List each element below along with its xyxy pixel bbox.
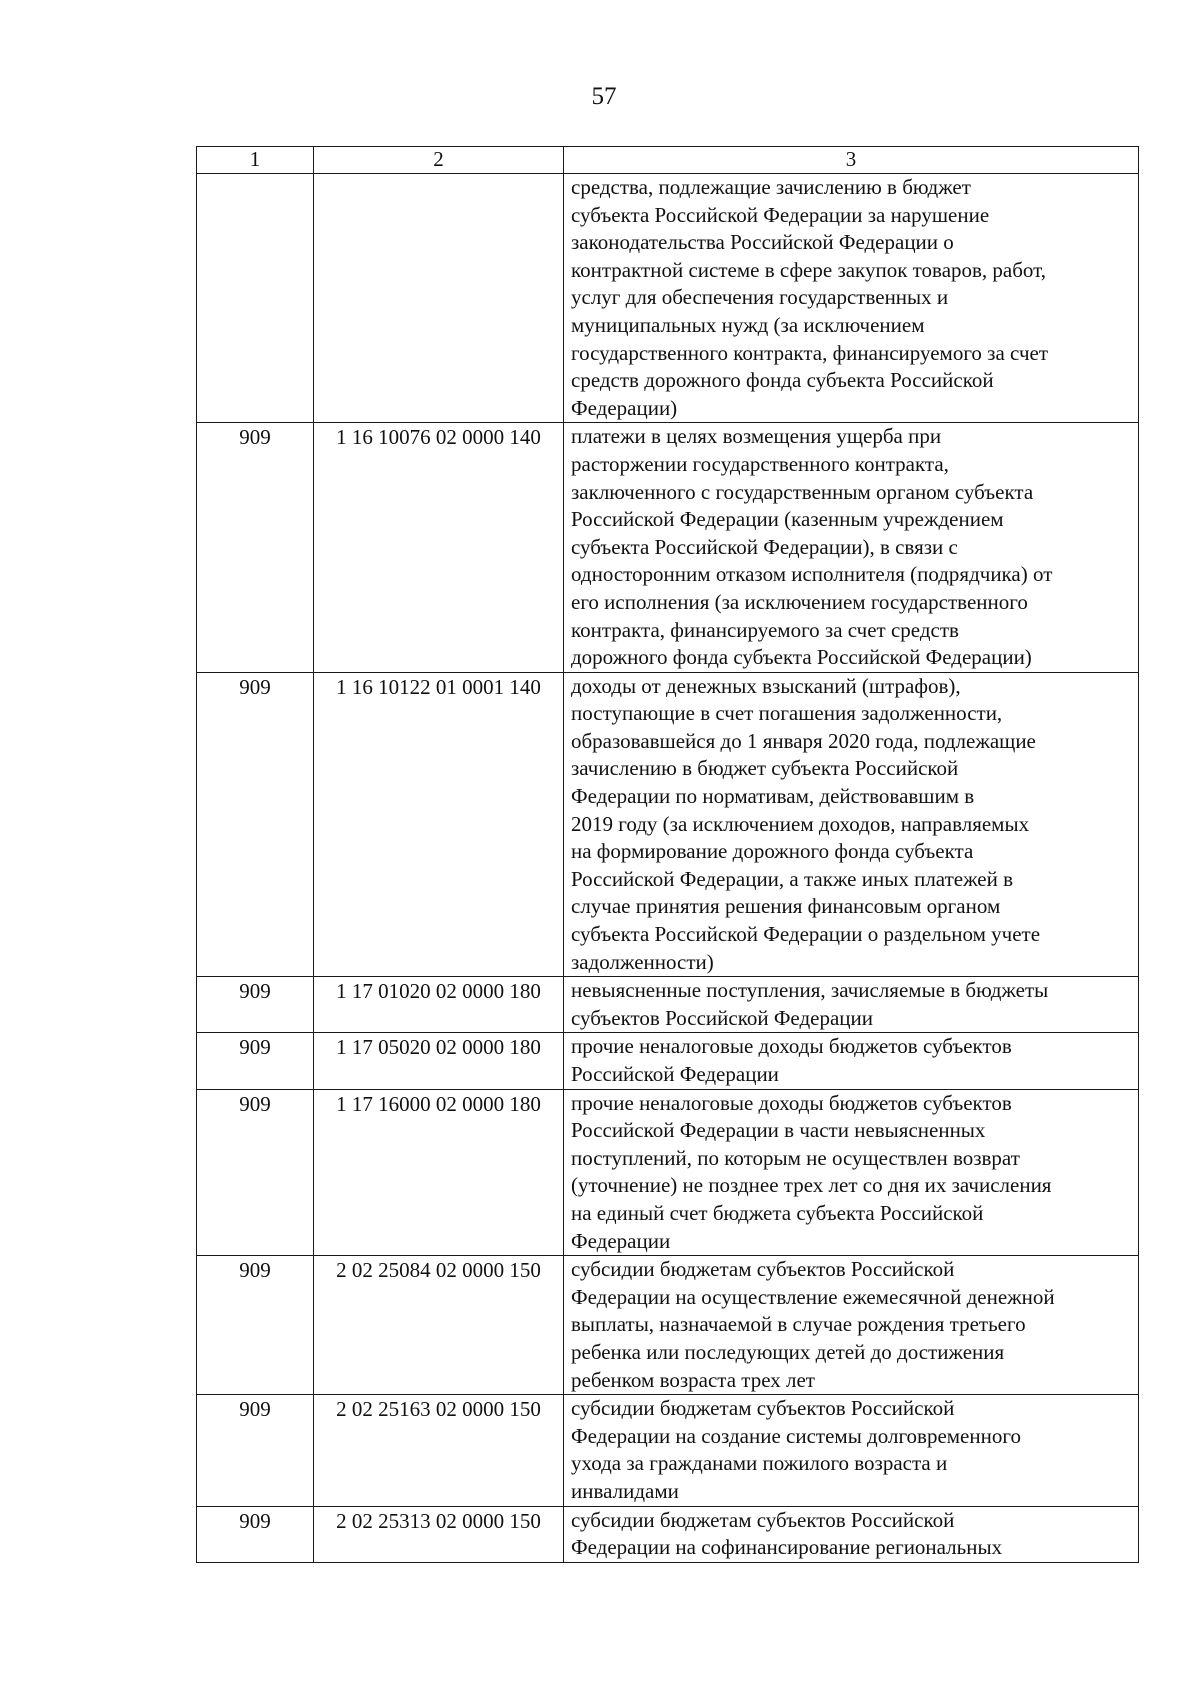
administrator-code-cell: 909 — [197, 1256, 314, 1395]
table-header-row — [197, 147, 1139, 174]
budget-classification-code-cell — [314, 174, 564, 423]
column-number-1: 1 — [197, 147, 314, 174]
administrator-code-cell: 909 — [197, 423, 314, 672]
description-line: услуг для обеспечения государственных и — [571, 285, 949, 310]
description-line: прочие неналоговые доходы бюджетов субъектов — [571, 1034, 1012, 1059]
description-line: невыясненные поступления, зачисляемые в бюджеты — [571, 978, 1049, 1003]
description-line: ребенком возраста трех лет — [571, 1367, 815, 1392]
budget-classification-code-cell: 1 16 10122 01 0001 140 — [314, 672, 564, 977]
revenue-description-cell — [564, 1395, 1139, 1506]
budget-classification-code-cell: 1 17 01020 02 0000 180 — [314, 977, 564, 1033]
description-line: контрактной системе в сфере закупок товаров, работ, — [571, 257, 1047, 282]
administrator-code-cell: 909 — [197, 1395, 314, 1506]
description-line: Федерации на софинансирование региональных — [571, 1535, 1003, 1560]
administrator-code-cell — [197, 174, 314, 423]
description-line: Федерации) — [571, 395, 678, 420]
description-line: Федерации по нормативам, действовавшим в — [571, 784, 975, 809]
administrator-code-cell: 909 — [197, 1033, 314, 1089]
description-line: дорожного фонда субъекта Российской Федерации) — [571, 645, 1032, 670]
description-line: Федерации — [571, 1228, 671, 1253]
administrator-code-cell: 909 — [197, 1089, 314, 1256]
description-line: образовавшейся до 1 января 2020 года, подлежащие — [571, 728, 1036, 753]
table-row — [197, 1089, 1139, 1256]
description-line: поступлений, по которым не осуществлен возврат — [571, 1145, 1020, 1170]
description-line: на единый счет бюджета субъекта Российской — [571, 1200, 984, 1225]
budget-classification-code-cell: 1 17 05020 02 0000 180 — [314, 1033, 564, 1089]
description-line: ухода за гражданами пожилого возраста и — [571, 1451, 948, 1476]
description-line: Российской Федерации (казенным учреждением — [571, 507, 1004, 532]
description-line: расторжении государственного контракта, — [571, 451, 949, 476]
budget-classification-table — [196, 146, 1139, 1563]
description-line: Российской Федерации — [571, 1062, 779, 1086]
description-line: ребенка или последующих детей до достижения — [571, 1339, 1005, 1364]
description-line: инвалидами — [571, 1478, 679, 1503]
description-line: 2019 году (за исключением доходов, направляемых — [571, 811, 1030, 836]
description-line: на формирование дорожного фонда субъекта — [571, 839, 974, 864]
administrator-code-cell: 909 — [197, 977, 314, 1033]
description-line: его исполнения (за исключением государственного — [571, 589, 1028, 614]
table-body — [197, 147, 1139, 1563]
description-line: доходы от денежных взысканий (штрафов), — [571, 673, 961, 698]
description-line: субсидии бюджетам субъектов Российской — [571, 1507, 955, 1532]
table-row — [197, 1033, 1139, 1089]
description-line: зачислению в бюджет субъекта Российской — [571, 756, 959, 781]
description-line: субсидии бюджетам субъектов Российской — [571, 1396, 955, 1421]
description-line: средства, подлежащие зачислению в бюджет — [571, 175, 971, 199]
table-row — [197, 672, 1139, 977]
description-line: государственного контракта, финансируемого за счет — [571, 340, 1049, 365]
description-line: случае принятия решения финансовым органом — [571, 894, 1001, 919]
description-line: субъекта Российской Федерации за нарушение — [571, 202, 990, 227]
description-line: прочие неналоговые доходы бюджетов субъектов — [571, 1090, 1012, 1115]
revenue-description-cell — [564, 174, 1139, 423]
description-line: Федерации на создание системы долговременного — [571, 1423, 1021, 1448]
description-line: законодательства Российской Федерации о — [571, 230, 954, 255]
revenue-description-cell — [564, 423, 1139, 672]
description-line: платежи в целях возмещения ущерба при — [571, 424, 942, 449]
column-number-2: 2 — [314, 147, 564, 174]
description-line: субъекта Российской Федерации о раздельном учете — [571, 922, 1041, 947]
description-line: поступающие в счет погашения задолженности, — [571, 701, 1003, 726]
description-line: субъектов Российской Федерации — [571, 1005, 874, 1030]
budget-classification-code-cell: 2 02 25313 02 0000 150 — [314, 1506, 564, 1562]
description-line: выплаты, назначаемой в случае рождения третьего — [571, 1312, 1026, 1337]
description-line: муниципальных нужд (за исключением — [571, 312, 925, 337]
table-row — [197, 174, 1139, 423]
administrator-code-cell: 909 — [197, 1506, 314, 1562]
description-line: задолженности) — [571, 949, 714, 974]
budget-classification-code-cell: 2 02 25163 02 0000 150 — [314, 1395, 564, 1506]
budget-classification-code-cell: 1 16 10076 02 0000 140 — [314, 423, 564, 672]
column-number-3: 3 — [564, 147, 1139, 174]
budget-classification-code-cell: 2 02 25084 02 0000 150 — [314, 1256, 564, 1395]
description-line: субъекта Российской Федерации), в связи с — [571, 534, 958, 559]
description-line: контракта, финансируемого за счет средств — [571, 617, 959, 642]
table-row — [197, 1256, 1139, 1395]
description-line: Российской Федерации, а также иных платежей в — [571, 866, 1014, 891]
table-row — [197, 1506, 1139, 1562]
description-line: односторонним отказом исполнителя (подрядчика) от — [571, 562, 1053, 587]
table-row — [197, 423, 1139, 672]
description-line: Федерации на осуществление ежемесячной денежной — [571, 1284, 1055, 1309]
revenue-description-cell — [564, 977, 1139, 1033]
budget-classification-code-cell: 1 17 16000 02 0000 180 — [314, 1089, 564, 1256]
revenue-description-cell — [564, 1089, 1139, 1256]
administrator-code-cell: 909 — [197, 672, 314, 977]
revenue-description-cell — [564, 672, 1139, 977]
description-line: субсидии бюджетам субъектов Российской — [571, 1257, 955, 1282]
description-line: Российской Федерации в части невыясненных — [571, 1118, 986, 1143]
revenue-description-cell — [564, 1033, 1139, 1089]
table-row — [197, 1395, 1139, 1506]
revenue-description-cell — [564, 1506, 1139, 1562]
revenue-description-cell — [564, 1256, 1139, 1395]
description-line: заключенного с государственным органом субъекта — [571, 479, 1034, 504]
page-number: 57 — [591, 83, 617, 110]
description-line: (уточнение) не позднее трех лет со дня их зачисления — [571, 1173, 1052, 1198]
table-row — [197, 977, 1139, 1033]
description-line: средств дорожного фонда субъекта Российской — [571, 368, 994, 393]
